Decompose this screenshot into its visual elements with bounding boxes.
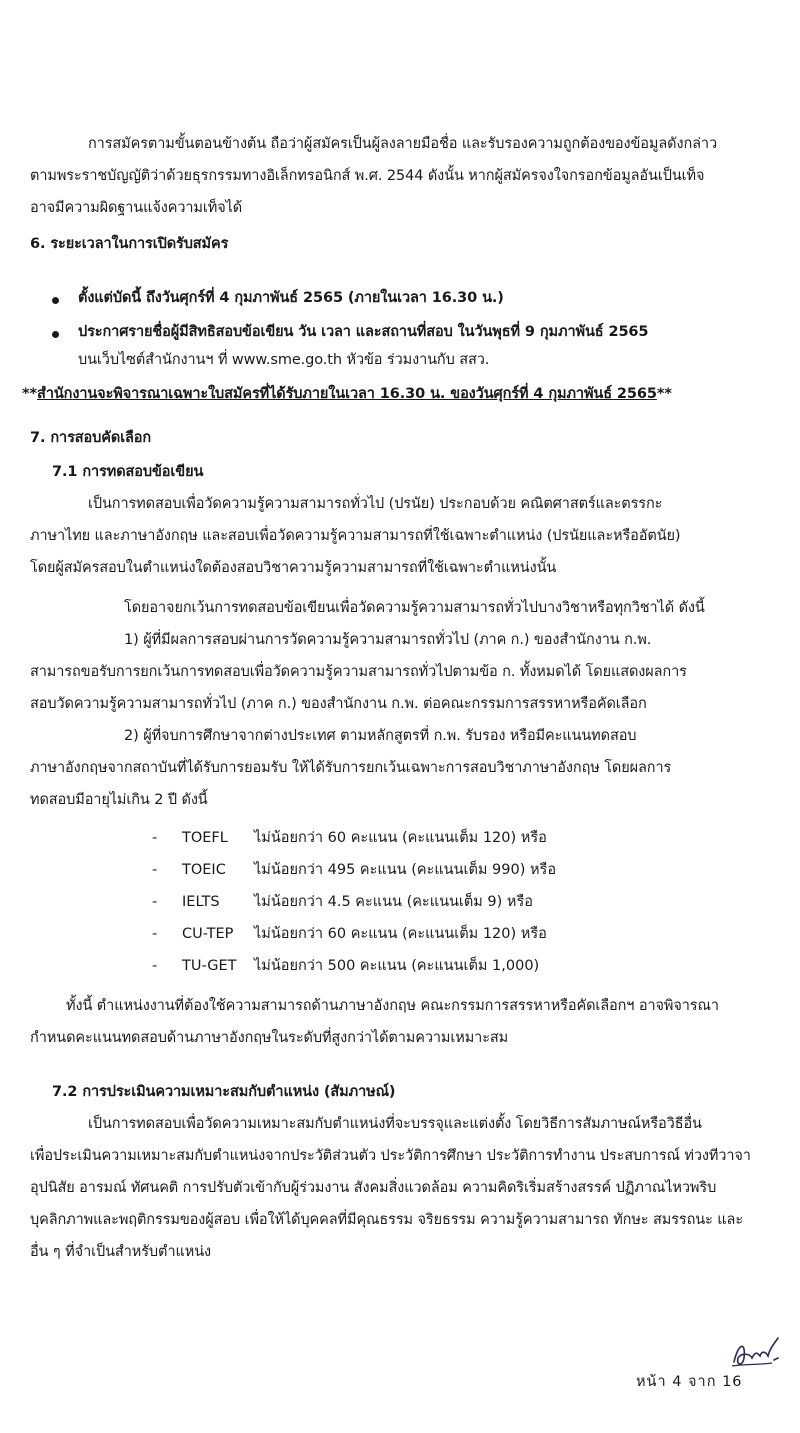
exemption-item-2-line-3: ทดสอบมีอายุไม่เกิน 2 ปี ดังนี้ bbox=[30, 792, 208, 808]
section-7-heading: 7. การสอบคัดเลือก bbox=[30, 430, 152, 446]
note-text: สำนักงานจะพิจารณาเฉพาะใบสมัครที่ได้รับภายในเวลา 16.30 น. ของวันศุกร์ที่ 4 กุมภาพันธ์ 2565 bbox=[36, 386, 657, 402]
exam-name-ielts: IELTS bbox=[182, 894, 220, 910]
section-7-2-para-line-3: อุปนิสัย อารมณ์ ทัศนคติ การปรับตัวเข้ากับผู้ร่วมงาน สังคมสิ่งแวดล้อม ความคิดริเริ่มสร้างสรรค์ ปฏิภาณไหวพริบ bbox=[30, 1180, 717, 1196]
intro-line-3: อาจมีความผิดฐานแจ้งความเท็จได้ bbox=[30, 200, 243, 216]
note-suffix: ** bbox=[656, 386, 672, 402]
exam-requirement-cu-tep: ไม่น้อยกว่า 60 คะแนน (คะแนนเต็ม 120) หรือ bbox=[254, 926, 547, 942]
dash-icon: - bbox=[152, 958, 158, 974]
section-6-heading: 6. ระยะเวลาในการเปิดรับสมัคร bbox=[30, 236, 229, 252]
section-7-2-para-line-1: เป็นการทดสอบเพื่อวัดความเหมาะสมกับตำแหน่งที่จะบรรจุและแต่งตั้ง โดยวิธีการสัมภาษณ์หรือวิธีอื่น bbox=[88, 1116, 702, 1132]
section-7-1-para-1-line-2: ภาษาไทย และภาษาอังกฤษ และสอบเพื่อวัดความรู้ความสามารถที่ใช้เฉพาะตำแหน่ง (ปรนัยและหรืออัตนัย) bbox=[30, 528, 681, 544]
intro-line-2: ตามพระราชบัญญัติว่าด้วยธุรกรรมทางอิเล็กทรอนิกส์ พ.ศ. 2544 ดังนั้น หากผู้สมัครจงใจกรอกข้อมูลอันเป็นเท็จ bbox=[30, 168, 705, 184]
note-prefix: ** bbox=[22, 386, 37, 402]
exam-name-tu-get: TU-GET bbox=[182, 958, 237, 974]
exam-requirement-toefl: ไม่น้อยกว่า 60 คะแนน (คะแนนเต็ม 120) หรือ bbox=[254, 830, 547, 846]
section-7-2-para-line-4: บุคลิกภาพและพฤติกรรมของผู้สอบ เพื่อให้ได้บุคคลที่มีคุณธรรม จริยธรรม ความรู้ความสามารถ ทักษะ สมรรถนะ และ bbox=[30, 1212, 744, 1228]
section-7-1-heading: 7.1 การทดสอบข้อเขียน bbox=[52, 464, 204, 480]
section-6-bullet-2-line-2: บนเว็บไซต์สำนักงานฯ ที่ www.sme.go.th หัวข้อ ร่วมงานกับ สสว. bbox=[78, 352, 490, 368]
dash-icon: - bbox=[152, 830, 158, 846]
dash-icon: - bbox=[152, 894, 158, 910]
section-7-1-para-3-line-1: ทั้งนี้ ตำแหน่งงานที่ต้องใช้ความสามารถด้านภาษาอังกฤษ คณะกรรมการสรรหาหรือคัดเลือกฯ อาจพิจารณา bbox=[66, 998, 719, 1014]
section-6-note bbox=[22, 384, 672, 404]
exemption-item-1-line-2: สามารถขอรับการยกเว้นการทดสอบเพื่อวัดความรู้ความสามารถทั่วไปตามข้อ ก. ทั้งหมดได้ โดยแสดงผลการ bbox=[30, 664, 687, 680]
section-6-bullet-2-line-1: ประกาศรายชื่อผู้มีสิทธิสอบข้อเขียน วัน เวลา และสถานที่สอบ ในวันพุธที่ 9 กุมภาพันธ์ 2565 bbox=[78, 324, 649, 340]
page-number: หน้า 4 จาก 16 bbox=[636, 1374, 743, 1390]
exam-requirement-toeic: ไม่น้อยกว่า 495 คะแนน (คะแนนเต็ม 990) หรือ bbox=[254, 862, 557, 878]
section-7-1-para-3-line-2: กำหนดคะแนนทดสอบด้านภาษาอังกฤษในระดับที่สูงกว่าได้ตามความเหมาะสม bbox=[30, 1030, 509, 1046]
exemption-item-2-line-2: ภาษาอังกฤษจากสถาบันที่ได้รับการยอมรับ ให้ได้รับการยกเว้นเฉพาะการสอบวิชาภาษาอังกฤษ โดยผลการ bbox=[30, 760, 672, 776]
bullet-icon bbox=[52, 331, 59, 338]
exam-requirement-ielts: ไม่น้อยกว่า 4.5 คะแนน (คะแนนเต็ม 9) หรือ bbox=[254, 894, 533, 910]
dash-icon: - bbox=[152, 926, 158, 942]
section-7-2-para-line-2: เพื่อประเมินความเหมาะสมกับตำแหน่งจากประวัติส่วนตัว ประวัติการศึกษา ประวัติการทำงาน ประสบการณ์ ท่วงทีวาจา bbox=[30, 1148, 751, 1164]
exemption-item-1-line-1: 1) ผู้ที่มีผลการสอบผ่านการวัดความรู้ความสามารถทั่วไป (ภาค ก.) ของสำนักงาน ก.พ. bbox=[124, 632, 652, 648]
bullet-icon bbox=[52, 297, 59, 304]
exam-name-toefl: TOEFL bbox=[182, 830, 228, 846]
exam-name-toeic: TOEIC bbox=[182, 862, 226, 878]
section-7-1-para-1-line-3: โดยผู้สมัครสอบในตำแหน่งใดต้องสอบวิชาความรู้ความสามารถที่ใช้เฉพาะตำแหน่งนั้น bbox=[30, 560, 557, 576]
exam-requirement-tu-get: ไม่น้อยกว่า 500 คะแนน (คะแนนเต็ม 1,000) bbox=[254, 958, 540, 974]
section-7-2-heading: 7.2 การประเมินความเหมาะสมกับตำแหน่ง (สัมภาษณ์) bbox=[52, 1084, 396, 1100]
section-7-2-para-line-5: อื่น ๆ ที่จำเป็นสำหรับตำแหน่ง bbox=[30, 1244, 211, 1260]
intro-line-1: การสมัครตามขั้นตอนข้างต้น ถือว่าผู้สมัครเป็นผู้ลงลายมือชื่อ และรับรองความถูกต้องของข้อมูลดังกล่าว bbox=[88, 136, 718, 152]
exam-name-cu-tep: CU-TEP bbox=[182, 926, 234, 942]
section-7-1-para-1-line-1: เป็นการทดสอบเพื่อวัดความรู้ความสามารถทั่วไป (ปรนัย) ประกอบด้วย คณิตศาสตร์และตรรกะ bbox=[88, 496, 663, 512]
section-6-bullet-1: ตั้งแต่บัดนี้ ถึงวันศุกร์ที่ 4 กุมภาพันธ์ 2565 (ภายในเวลา 16.30 น.) bbox=[78, 290, 504, 306]
section-7-1-para-2: โดยอาจยกเว้นการทดสอบข้อเขียนเพื่อวัดความรู้ความสามารถทั่วไปบางวิชาหรือทุกวิชาได้ ดังนี้ bbox=[124, 600, 705, 616]
exemption-item-2-line-1: 2) ผู้ที่จบการศึกษาจากต่างประเทศ ตามหลักสูตรที่ ก.พ. รับรอง หรือมีคะแนนทดสอบ bbox=[124, 728, 637, 744]
dash-icon: - bbox=[152, 862, 158, 878]
exemption-item-1-line-3: สอบวัดความรู้ความสามารถทั่วไป (ภาค ก.) ของสำนักงาน ก.พ. ต่อคณะกรรมการสรรหาหรือคัดเลือก bbox=[30, 696, 647, 712]
signature-image bbox=[728, 1332, 788, 1372]
